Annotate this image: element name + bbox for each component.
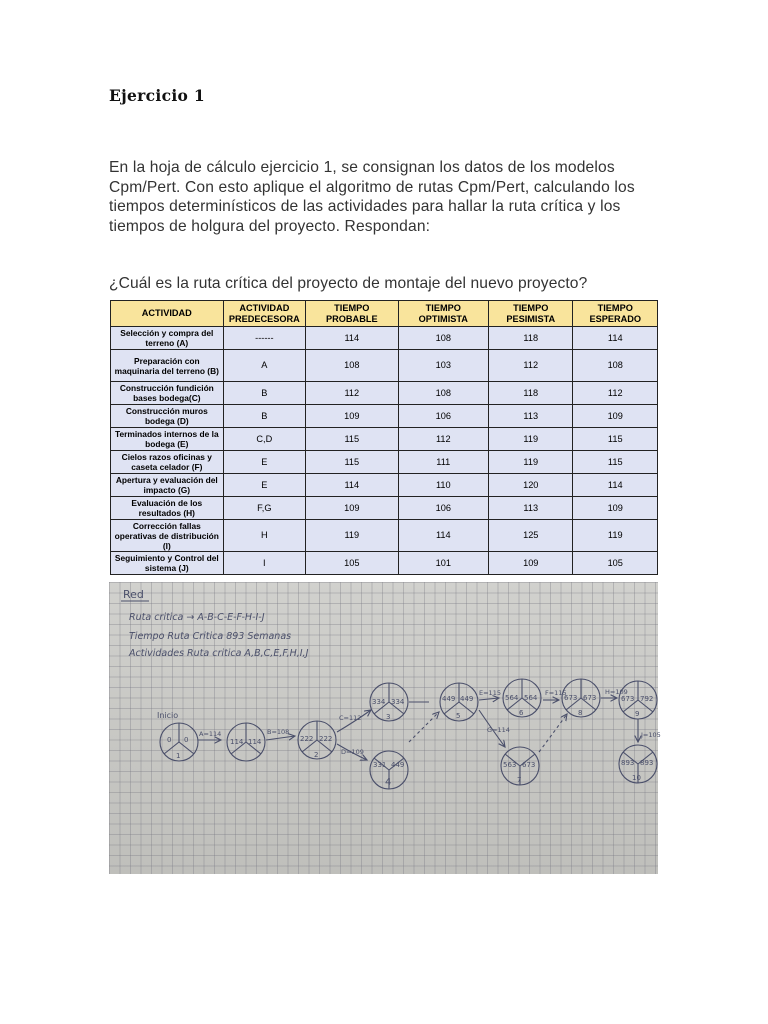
- predecessor-cell: E: [223, 451, 305, 474]
- pessimistic-cell: 109: [489, 552, 573, 575]
- optimistic-cell: 108: [398, 382, 488, 405]
- probable-cell: 109: [306, 405, 399, 428]
- pessimistic-cell: 113: [489, 497, 573, 520]
- pessimistic-cell: 119: [489, 451, 573, 474]
- node-6-late: 564: [524, 694, 538, 702]
- node-10-early: 893: [621, 759, 635, 767]
- node-5-late: 449: [460, 695, 474, 703]
- edge-label-e: E=115: [479, 689, 501, 697]
- probable-cell: 114: [306, 327, 399, 350]
- node-4-id: 4: [385, 777, 392, 788]
- activity-cell: Cielos razos oficinas y caseta celador (F): [111, 451, 224, 474]
- predecessor-cell: H: [223, 520, 305, 552]
- optimistic-cell: 106: [398, 405, 488, 428]
- probable-cell: 114: [306, 474, 399, 497]
- node-1-id: 1: [176, 752, 181, 760]
- probable-cell: 115: [306, 428, 399, 451]
- node-114-late: 114: [248, 738, 262, 746]
- activity-cell: Apertura y evaluación del impacto (G): [111, 474, 224, 497]
- node-1-early: 0: [167, 736, 172, 744]
- note-critical-activities: Actividades Ruta critica A,B,C,E,F,H,I,J: [129, 648, 309, 659]
- edge-label-d: D=109: [341, 748, 364, 756]
- header-predecesora: ACTIVIDAD PREDECESORA: [223, 301, 305, 327]
- predecessor-cell: ------: [223, 327, 305, 350]
- table-row: [111, 520, 658, 552]
- activity-cell: Selección y compra del terreno (A): [111, 327, 224, 350]
- note-heading: Red: [123, 588, 144, 601]
- table-row: [111, 350, 658, 382]
- node-8-id: 8: [578, 709, 583, 717]
- pessimistic-cell: 125: [489, 520, 573, 552]
- table-row: [111, 382, 658, 405]
- optimistic-cell: 111: [398, 451, 488, 474]
- expected-cell: 105: [573, 552, 658, 575]
- edge-e: [479, 698, 499, 700]
- node-2-id: 2: [314, 751, 319, 759]
- edge-label-h: H=109: [605, 688, 628, 696]
- optimistic-cell: 106: [398, 497, 488, 520]
- optimistic-cell: 101: [398, 552, 488, 575]
- expected-cell: 119: [573, 520, 658, 552]
- node-8-early: 673: [564, 694, 578, 702]
- edge-label-f: F=115: [545, 689, 567, 697]
- table-row: [111, 552, 658, 575]
- node-10-late: 893: [640, 759, 654, 767]
- table-row: [111, 497, 658, 520]
- note-critical-route: Ruta critica → A-B-C-E-F-H-I-J: [129, 612, 265, 623]
- probable-cell: 112: [306, 382, 399, 405]
- node-6-id: 6: [519, 709, 524, 717]
- optimistic-cell: 110: [398, 474, 488, 497]
- node-5-id: 5: [456, 712, 461, 720]
- handwritten-network-photo: [109, 582, 661, 874]
- predecessor-cell: E: [223, 474, 305, 497]
- activity-cell: Terminados internos de la bodega (E): [111, 428, 224, 451]
- node-3-late: 334: [391, 698, 405, 706]
- probable-cell: 105: [306, 552, 399, 575]
- header-actividad: ACTIVIDAD: [111, 301, 224, 327]
- expected-cell: 114: [573, 474, 658, 497]
- edge-dummy-4-5: [409, 712, 439, 742]
- expected-cell: 115: [573, 451, 658, 474]
- header-optimista: TIEMPO OPTIMISTA: [398, 301, 488, 327]
- node-4-late: 449: [391, 761, 405, 769]
- table-row: [111, 428, 658, 451]
- edge-dummy-7-8: [539, 714, 567, 752]
- node-2-early: 222: [300, 735, 314, 743]
- table-row: [111, 405, 658, 428]
- node-7-id: 7: [517, 776, 522, 784]
- edge-label-g: G=114: [487, 726, 510, 734]
- table-header-row: [111, 301, 658, 327]
- edge-label-c: C=112: [339, 714, 362, 722]
- node-1-late: 0: [184, 736, 189, 744]
- optimistic-cell: 103: [398, 350, 488, 382]
- network-diagram: [109, 582, 661, 874]
- node-5-early: 449: [442, 695, 456, 703]
- activity-cell: Construcción fundición bases bodega(C): [111, 382, 224, 405]
- question-text: ¿Cuál es la ruta crítica del proyecto de montaje del nuevo proyecto?: [109, 275, 588, 292]
- optimistic-cell: 114: [398, 520, 488, 552]
- pessimistic-cell: 120: [489, 474, 573, 497]
- pessimistic-cell: 112: [489, 350, 573, 382]
- pessimistic-cell: 118: [489, 382, 573, 405]
- expected-cell: 109: [573, 497, 658, 520]
- node-114-early: 114: [230, 738, 244, 746]
- header-esperado: TIEMPO ESPERADO: [573, 301, 658, 327]
- expected-cell: 115: [573, 428, 658, 451]
- node-9-id: 9: [635, 710, 640, 718]
- note-start-label: Inicio: [157, 711, 179, 720]
- node-8-late: 673: [583, 694, 597, 702]
- predecessor-cell: C,D: [223, 428, 305, 451]
- node-4-early: 331: [373, 761, 387, 769]
- edge-label-j: J=105: [641, 731, 661, 739]
- predecessor-cell: B: [223, 382, 305, 405]
- pert-data-table: [110, 300, 658, 575]
- node-9-late: 792: [640, 695, 654, 703]
- expected-cell: 112: [573, 382, 658, 405]
- table-row: [111, 451, 658, 474]
- expected-cell: 108: [573, 350, 658, 382]
- node-7-early: 563: [503, 761, 517, 769]
- node-6-early: 564: [505, 694, 519, 702]
- exercise-title: Ejercicio 1: [109, 86, 205, 105]
- activity-cell: Corrección fallas operativas de distribución (I): [111, 520, 224, 552]
- expected-cell: 109: [573, 405, 658, 428]
- header-pesimista: TIEMPO PESIMISTA: [489, 301, 573, 327]
- expected-cell: 114: [573, 327, 658, 350]
- note-critical-time: Tiempo Ruta Critica 893 Semanas: [129, 631, 292, 642]
- predecessor-cell: A: [223, 350, 305, 382]
- probable-cell: 109: [306, 497, 399, 520]
- table-row: [111, 327, 658, 350]
- optimistic-cell: 112: [398, 428, 488, 451]
- activity-cell: Preparación con maquinaria del terreno (B): [111, 350, 224, 382]
- intro-paragraph: En la hoja de cálculo ejercicio 1, se consignan los datos de los modelos Cpm/Pert. Con esto aplique el algoritmo de rutas Cpm/Pert, calculando los tiempos determinísticos de las actividades para hallar la ruta crítica y los tiempos de holgura del proyecto. Respondan:: [109, 159, 635, 235]
- table-row: [111, 474, 658, 497]
- probable-cell: 115: [306, 451, 399, 474]
- node-7-late: 673: [522, 761, 536, 769]
- edge-b: [266, 736, 295, 740]
- pessimistic-cell: 119: [489, 428, 573, 451]
- pessimistic-cell: 113: [489, 405, 573, 428]
- pessimistic-cell: 118: [489, 327, 573, 350]
- node-3-id: 3: [386, 713, 391, 721]
- header-probable: TIEMPO PROBABLE: [306, 301, 399, 327]
- activity-cell: Seguimiento y Control del sistema (J): [111, 552, 224, 575]
- optimistic-cell: 108: [398, 327, 488, 350]
- node-3-early: 334: [372, 698, 386, 706]
- edge-label-b: B=108: [267, 728, 290, 736]
- node-10-id: 10: [632, 774, 641, 782]
- probable-cell: 119: [306, 520, 399, 552]
- probable-cell: 108: [306, 350, 399, 382]
- activity-cell: Evaluación de los resultados (H): [111, 497, 224, 520]
- activity-cell: Construcción muros bodega (D): [111, 405, 224, 428]
- node-2-late: 222: [319, 735, 333, 743]
- network-edges: [198, 698, 638, 760]
- predecessor-cell: B: [223, 405, 305, 428]
- predecessor-cell: F,G: [223, 497, 305, 520]
- edge-label-a: A=114: [199, 730, 222, 738]
- predecessor-cell: I: [223, 552, 305, 575]
- node-9-early: 673: [621, 695, 635, 703]
